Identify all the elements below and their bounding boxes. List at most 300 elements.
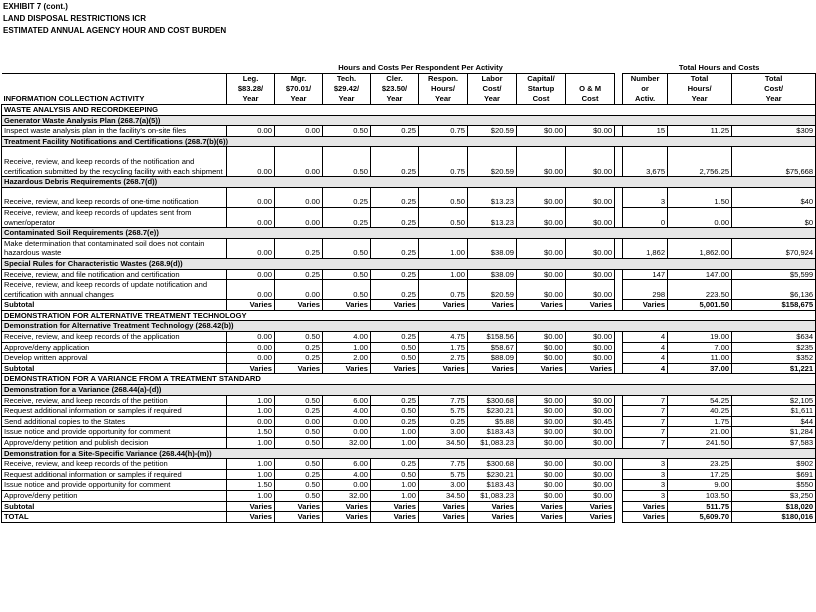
cell-4: Varies	[371, 363, 419, 374]
cell-8: $0.00	[566, 395, 615, 406]
cell-4: 0.50	[371, 353, 419, 364]
cell-8: $0.00	[566, 353, 615, 364]
cell-1: Varies	[227, 363, 275, 374]
cell-1: 1.50	[227, 427, 275, 438]
cell-5: 0.75	[419, 126, 468, 137]
per-respondent-group-header: Hours and Costs Per Respondent Per Activity	[338, 63, 503, 73]
cell-4: 1.00	[371, 490, 419, 501]
cell-7: Varies	[517, 300, 566, 311]
subsection-heading-row	[2, 177, 816, 188]
cell-7: $0.00	[517, 269, 566, 280]
cell-5: 2.75	[419, 353, 468, 364]
cell-5: 0.75	[419, 147, 468, 177]
cell-1: 1.00	[227, 469, 275, 480]
cell-9: 0	[623, 207, 668, 227]
column-header-9: or	[623, 84, 668, 94]
cell-6: $13.23	[468, 187, 517, 207]
cell-8: $0.00	[566, 438, 615, 449]
cell-8: $0.00	[566, 459, 615, 470]
cell-9: 4	[623, 363, 668, 374]
cell-5: Varies	[419, 363, 468, 374]
cell-3: 0.50	[323, 280, 371, 300]
table-row	[2, 416, 816, 427]
total-label: Subtotal	[2, 363, 227, 374]
cell-2: 0.25	[275, 269, 323, 280]
cell-8: $0.45	[566, 416, 615, 427]
cell-8: $0.00	[566, 269, 615, 280]
subsection-heading-row	[2, 115, 816, 126]
cell-2: 0.25	[275, 238, 323, 258]
cell-8: Varies	[566, 501, 615, 512]
total-row	[2, 300, 816, 311]
column-gap	[615, 94, 623, 105]
cell-1: 0.00	[227, 342, 275, 353]
cell-9: 3,675	[623, 147, 668, 177]
column-header-7: Cost	[517, 94, 566, 105]
cell-11: $2,105	[732, 395, 816, 406]
cell-1: 1.00	[227, 395, 275, 406]
cell-8: $0.00	[566, 406, 615, 417]
cell-3: Varies	[323, 363, 371, 374]
cell-7: $0.00	[517, 353, 566, 364]
table-row	[2, 490, 816, 501]
table-row	[2, 187, 816, 207]
cell-6: $300.68	[468, 395, 517, 406]
cell-4: 0.25	[371, 187, 419, 207]
cell-6: $38.09	[468, 238, 517, 258]
cell-11: $180,016	[732, 512, 816, 523]
cell-3: Varies	[323, 300, 371, 311]
column-header-1: Year	[227, 94, 275, 105]
table-row	[2, 459, 816, 470]
table-row	[2, 126, 816, 137]
cell-10: 223.50	[668, 280, 732, 300]
cell-5: 7.75	[419, 459, 468, 470]
cell-1: 1.00	[227, 459, 275, 470]
cell-3: 32.00	[323, 490, 371, 501]
column-header-8: Cost	[566, 94, 615, 105]
column-gap	[615, 438, 623, 449]
cell-6: $230.21	[468, 469, 517, 480]
cell-3: 0.50	[323, 147, 371, 177]
cell-1: 0.00	[227, 332, 275, 343]
column-header-2: Mgr.	[275, 74, 323, 85]
cell-4: Varies	[371, 300, 419, 311]
cell-9: 147	[623, 269, 668, 280]
cell-6: $20.59	[468, 126, 517, 137]
cell-1: Varies	[227, 512, 275, 523]
cell-7: $0.00	[517, 280, 566, 300]
cell-9: 3	[623, 187, 668, 207]
cell-8: $0.00	[566, 238, 615, 258]
cell-4: Varies	[371, 512, 419, 523]
cell-6: $13.23	[468, 207, 517, 227]
cell-5: 0.50	[419, 207, 468, 227]
cell-8: Varies	[566, 363, 615, 374]
cell-4: Varies	[371, 501, 419, 512]
column-header-11: Year	[732, 94, 816, 105]
column-header-1: Leg.	[227, 74, 275, 85]
cell-9: 7	[623, 427, 668, 438]
subsection-heading: Hazardous Debris Requirements (268.7(d))	[2, 177, 816, 188]
cell-10: 0.00	[668, 207, 732, 227]
subsection-heading: Demonstration for a Site-Specific Variance (268.44(h)-(m))	[2, 448, 816, 459]
cell-8: $0.00	[566, 427, 615, 438]
activity-label: Approve/deny application	[2, 342, 227, 353]
total-label: Subtotal	[2, 501, 227, 512]
column-gap	[615, 342, 623, 353]
cell-8: Varies	[566, 512, 615, 523]
cell-6: $230.21	[468, 406, 517, 417]
cell-2: 0.25	[275, 469, 323, 480]
cell-6: Varies	[468, 363, 517, 374]
cell-11: $5,599	[732, 269, 816, 280]
cell-3: 0.00	[323, 416, 371, 427]
activity-label: Send additional copies to the States	[2, 416, 227, 427]
cell-6: $158.56	[468, 332, 517, 343]
cell-3: 4.00	[323, 332, 371, 343]
cell-9: 7	[623, 416, 668, 427]
cell-6: Varies	[468, 512, 517, 523]
cell-11: $902	[732, 459, 816, 470]
table-row	[2, 353, 816, 364]
cell-8: $0.00	[566, 332, 615, 343]
cell-2: Varies	[275, 501, 323, 512]
cell-4: 0.25	[371, 416, 419, 427]
column-gap	[615, 126, 623, 137]
cell-11: $1,611	[732, 406, 816, 417]
column-header-2: Year	[275, 94, 323, 105]
cell-2: 0.25	[275, 406, 323, 417]
column-gap	[615, 501, 623, 512]
activity-label: Request additional information or samples if required	[2, 469, 227, 480]
column-gap	[615, 238, 623, 258]
cell-9: Varies	[623, 512, 668, 523]
cell-2: 0.25	[275, 342, 323, 353]
table-row	[2, 269, 816, 280]
total-row	[2, 501, 816, 512]
activity-label: Receive, review, and keep records of the petition	[2, 395, 227, 406]
cell-10: 147.00	[668, 269, 732, 280]
column-header-8: O & M	[566, 84, 615, 94]
cell-7: $0.00	[517, 480, 566, 491]
cell-4: 0.25	[371, 280, 419, 300]
cell-1: 1.00	[227, 406, 275, 417]
column-gap	[615, 147, 623, 177]
table-row	[2, 147, 816, 177]
cell-5: Varies	[419, 300, 468, 311]
column-header-4: Year	[371, 94, 419, 105]
column-header-3: $29.42/	[323, 84, 371, 94]
column-header-8	[566, 74, 615, 85]
cell-10: 11.25	[668, 126, 732, 137]
cell-7: $0.00	[517, 490, 566, 501]
cell-8: Varies	[566, 300, 615, 311]
cell-10: 11.00	[668, 353, 732, 364]
cell-6: $20.59	[468, 147, 517, 177]
cell-7: $0.00	[517, 342, 566, 353]
cell-7: $0.00	[517, 126, 566, 137]
cell-5: 3.00	[419, 427, 468, 438]
table-row	[2, 438, 816, 449]
cell-5: 1.75	[419, 342, 468, 353]
column-gap	[615, 427, 623, 438]
cell-10: 1.50	[668, 187, 732, 207]
cell-5: 3.00	[419, 480, 468, 491]
subsection-heading-row	[2, 258, 816, 269]
table-row	[2, 427, 816, 438]
cell-2: 0.00	[275, 187, 323, 207]
cell-3: 0.25	[323, 187, 371, 207]
cell-1: 1.00	[227, 438, 275, 449]
cell-8: $0.00	[566, 490, 615, 501]
cell-1: 0.00	[227, 147, 275, 177]
section-heading-row	[2, 310, 816, 321]
cell-9: 4	[623, 353, 668, 364]
cell-2: 0.00	[275, 280, 323, 300]
cell-10: 1.75	[668, 416, 732, 427]
cell-2: 0.50	[275, 480, 323, 491]
cell-2: 0.50	[275, 332, 323, 343]
cell-9: 1,862	[623, 238, 668, 258]
cell-11: $0	[732, 207, 816, 227]
cell-11: $1,284	[732, 427, 816, 438]
column-gap	[615, 480, 623, 491]
column-header-4: $23.50/	[371, 84, 419, 94]
section-heading: WASTE ANALYSIS AND RECORDKEEPING	[2, 105, 816, 116]
cell-7: $0.00	[517, 147, 566, 177]
cell-4: 0.25	[371, 126, 419, 137]
cell-2: 0.50	[275, 395, 323, 406]
column-header-3: Year	[323, 94, 371, 105]
exhibit-label: EXHIBIT 7 (cont.)	[3, 2, 68, 11]
total-row	[2, 512, 816, 523]
section-heading-row	[2, 374, 816, 385]
cell-5: 4.75	[419, 332, 468, 343]
cell-2: 0.00	[275, 416, 323, 427]
report-title: LAND DISPOSAL RESTRICTIONS ICR	[3, 14, 146, 23]
cell-11: $6,136	[732, 280, 816, 300]
cell-11: $309	[732, 126, 816, 137]
cell-6: $38.09	[468, 269, 517, 280]
cell-9: 4	[623, 332, 668, 343]
cell-9: 3	[623, 469, 668, 480]
cell-10: 2,756.25	[668, 147, 732, 177]
cell-10: 7.00	[668, 342, 732, 353]
column-header-7: Capital/	[517, 74, 566, 85]
cell-11: $691	[732, 469, 816, 480]
activity-label: Issue notice and provide opportunity for comment	[2, 480, 227, 491]
cell-1: 0.00	[227, 416, 275, 427]
table-row	[2, 332, 816, 343]
cell-3: 32.00	[323, 438, 371, 449]
column-header-2: $70.01/	[275, 84, 323, 94]
cell-3: Varies	[323, 501, 371, 512]
total-label: Subtotal	[2, 300, 227, 311]
cell-10: 1,862.00	[668, 238, 732, 258]
cell-11: $158,675	[732, 300, 816, 311]
column-header-5: Respon.	[419, 74, 468, 85]
activity-label: Receive, review, and keep records of the application	[2, 332, 227, 343]
activity-label: Approve/deny petition	[2, 490, 227, 501]
subsection-heading: Treatment Facility Notifications and Certifications (268.7(b)(6))	[2, 136, 816, 147]
column-header-row	[2, 94, 816, 105]
cell-11: $235	[732, 342, 816, 353]
subsection-heading: Special Rules for Characteristic Wastes (268.9(d))	[2, 258, 816, 269]
column-gap	[615, 416, 623, 427]
cell-6: $183.43	[468, 427, 517, 438]
column-gap	[615, 363, 623, 374]
cell-9: 3	[623, 459, 668, 470]
cell-6: $300.68	[468, 459, 517, 470]
column-header-4: Cler.	[371, 74, 419, 85]
cell-9: 298	[623, 280, 668, 300]
cell-9: 3	[623, 490, 668, 501]
cell-10: 103.50	[668, 490, 732, 501]
cell-3: Varies	[323, 512, 371, 523]
cell-9: Varies	[623, 501, 668, 512]
cell-1: 0.00	[227, 187, 275, 207]
activity-label: Receive, review, and keep records of updates sent from owner/operator	[2, 207, 227, 227]
cell-3: 4.00	[323, 469, 371, 480]
activity-label: Receive, review, and keep records of the petition	[2, 459, 227, 470]
column-gap	[615, 74, 623, 85]
cell-11: $18,020	[732, 501, 816, 512]
cell-7: Varies	[517, 363, 566, 374]
cell-2: Varies	[275, 363, 323, 374]
cell-2: Varies	[275, 512, 323, 523]
subsection-heading: Contaminated Soil Requirements (268.7(e))	[2, 228, 816, 239]
cell-10: 19.00	[668, 332, 732, 343]
cell-1: 0.00	[227, 280, 275, 300]
cell-9: 7	[623, 406, 668, 417]
cell-4: 0.25	[371, 238, 419, 258]
cell-5: 0.75	[419, 280, 468, 300]
activity-label: Issue notice and provide opportunity for comment	[2, 427, 227, 438]
column-header-11: Cost/	[732, 84, 816, 94]
column-gap	[615, 490, 623, 501]
cell-7: $0.00	[517, 395, 566, 406]
cell-1: 0.00	[227, 238, 275, 258]
cell-8: $0.00	[566, 207, 615, 227]
cell-7: $0.00	[517, 416, 566, 427]
column-header-7: Startup	[517, 84, 566, 94]
group-header-row	[2, 62, 816, 74]
cell-2: 0.50	[275, 490, 323, 501]
column-gap	[615, 406, 623, 417]
cell-11: $70,924	[732, 238, 816, 258]
subsection-heading: Demonstration for a Variance (268.44(a)-(d))	[2, 385, 816, 396]
column-gap	[615, 459, 623, 470]
cell-3: 0.50	[323, 269, 371, 280]
cell-9: 7	[623, 395, 668, 406]
cell-4: 1.00	[371, 438, 419, 449]
column-header-5: Hours/	[419, 84, 468, 94]
column-header-6: Cost/	[468, 84, 517, 94]
cell-11: $1,221	[732, 363, 816, 374]
activity-label: Receive, review, and keep records of the notification and certification submitted by the recycling facility with each shipment	[2, 147, 227, 177]
activity-label: Inspect waste analysis plan in the facility's on-site files	[2, 126, 227, 137]
activity-label: Receive, review, and keep records of one-time notification	[2, 187, 227, 207]
cell-2: 0.00	[275, 147, 323, 177]
cell-3: 0.50	[323, 126, 371, 137]
cell-4: 0.50	[371, 406, 419, 417]
cell-5: 34.50	[419, 438, 468, 449]
table-row	[2, 238, 816, 258]
cell-5: 1.00	[419, 269, 468, 280]
cell-1: Varies	[227, 300, 275, 311]
table-row	[2, 480, 816, 491]
total-row	[2, 363, 816, 374]
cell-7: Varies	[517, 501, 566, 512]
cell-8: $0.00	[566, 480, 615, 491]
table-row	[2, 469, 816, 480]
activity-label: Receive, review, and keep records of update notification and certification with annual changes	[2, 280, 227, 300]
cell-7: $0.00	[517, 469, 566, 480]
cell-7: $0.00	[517, 427, 566, 438]
cell-11: $40	[732, 187, 816, 207]
activity-label: Receive, review, and file notification and certification	[2, 269, 227, 280]
cell-1: Varies	[227, 501, 275, 512]
cell-5: 7.75	[419, 395, 468, 406]
cell-6: $58.67	[468, 342, 517, 353]
cell-7: $0.00	[517, 187, 566, 207]
column-gap	[615, 207, 623, 227]
cell-7: $0.00	[517, 438, 566, 449]
cell-10: 40.25	[668, 406, 732, 417]
cell-5: 0.50	[419, 187, 468, 207]
cell-8: $0.00	[566, 187, 615, 207]
column-gap	[615, 280, 623, 300]
cell-7: $0.00	[517, 459, 566, 470]
column-gap	[615, 395, 623, 406]
activity-label: Approve/deny petition and publish decision	[2, 438, 227, 449]
column-header-11: Total	[732, 74, 816, 85]
cell-6: $183.43	[468, 480, 517, 491]
burden-table	[1, 62, 816, 523]
cell-6: $20.59	[468, 280, 517, 300]
cell-1: 0.00	[227, 207, 275, 227]
section-heading-row	[2, 105, 816, 116]
cell-10: 21.00	[668, 427, 732, 438]
column-gap	[615, 300, 623, 311]
cell-2: 0.50	[275, 459, 323, 470]
cell-10: 511.75	[668, 501, 732, 512]
subsection-heading-row	[2, 385, 816, 396]
cell-6: $1,083.23	[468, 438, 517, 449]
totals-group-header: Total Hours and Costs	[678, 63, 760, 73]
cell-3: 0.00	[323, 480, 371, 491]
cell-4: 0.50	[371, 342, 419, 353]
subsection-heading: Generator Waste Analysis Plan (268.7(a)(5))	[2, 115, 816, 126]
cell-5: 0.25	[419, 416, 468, 427]
column-header-10: Year	[668, 94, 732, 105]
column-header-6: Labor	[468, 74, 517, 85]
cell-2: 0.25	[275, 353, 323, 364]
cell-4: 0.25	[371, 269, 419, 280]
column-gap	[615, 187, 623, 207]
cell-5: 34.50	[419, 490, 468, 501]
cell-6: Varies	[468, 300, 517, 311]
table-row	[2, 406, 816, 417]
cell-9: 4	[623, 342, 668, 353]
table-row	[2, 280, 816, 300]
cell-7: $0.00	[517, 332, 566, 343]
activity-label: Request additional information or samples if required	[2, 406, 227, 417]
cell-7: $0.00	[517, 207, 566, 227]
cell-1: 0.00	[227, 269, 275, 280]
column-header-3: Tech.	[323, 74, 371, 85]
